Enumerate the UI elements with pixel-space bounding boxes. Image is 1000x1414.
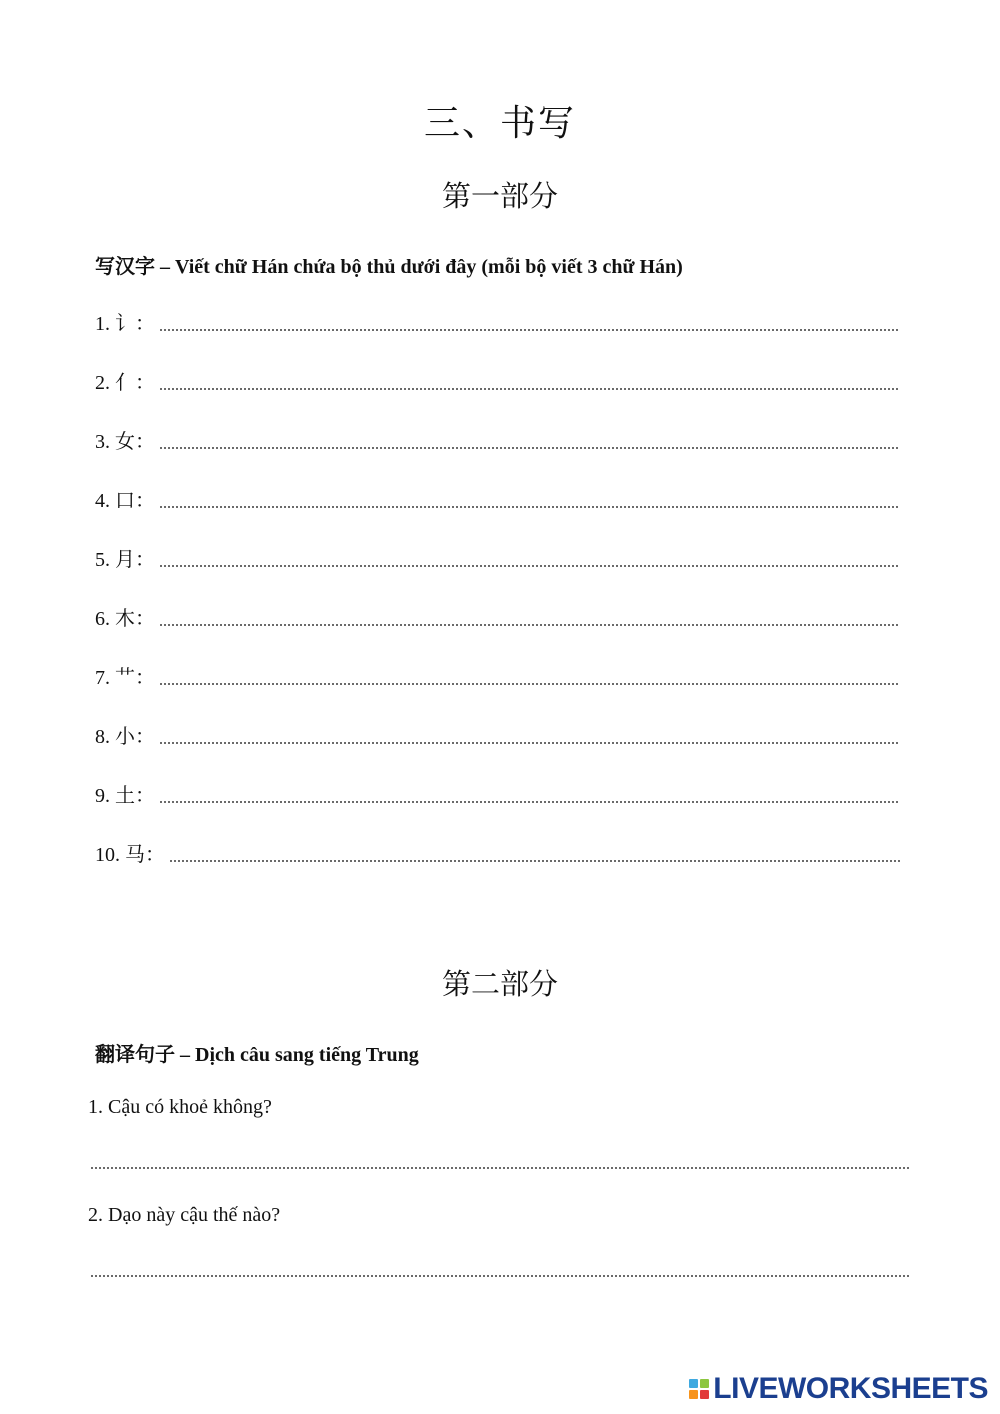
radical-label: 5. 月：	[95, 549, 155, 571]
part1-instruction: 写汉字 – Viết chữ Hán chứa bộ thủ dưới đây (mỗi bộ viết 3 chữ Hán)	[95, 256, 683, 278]
part2-title: 第二部分	[441, 969, 558, 1001]
radical-row-8	[95, 721, 900, 749]
radical-label: 3. 女：	[95, 431, 155, 453]
answer-blank[interactable]	[159, 801, 900, 803]
answer-blank[interactable]	[159, 388, 900, 390]
radical-row-4	[95, 485, 900, 513]
logo-square-icon	[700, 1390, 709, 1399]
translation-question-1: 1. Cậu có khoẻ không?	[88, 1096, 272, 1118]
radical-label: 7. 艹：	[95, 667, 155, 689]
radical-row-9	[95, 780, 900, 808]
logo-square-icon	[689, 1379, 698, 1388]
radical-label: 2. 亻：	[95, 372, 155, 394]
logo-square-icon	[700, 1379, 709, 1388]
answer-blank[interactable]	[159, 329, 900, 331]
translation-question-2: 2. Dạo này cậu thế nào?	[88, 1204, 281, 1226]
translation-answer-blank-1[interactable]	[90, 1167, 910, 1169]
page-title: 三、书写	[423, 103, 576, 143]
radical-row-6	[95, 603, 900, 631]
radical-label: 4. 口：	[95, 490, 155, 512]
radical-label: 8. 小：	[95, 726, 155, 748]
logo-mark-icon	[689, 1379, 709, 1399]
radical-label: 10. 马：	[95, 844, 165, 866]
liveworksheets-logo	[689, 1372, 988, 1406]
answer-blank[interactable]	[159, 565, 900, 567]
radical-row-1	[95, 308, 900, 336]
radical-label: 9. 土：	[95, 785, 155, 807]
radical-row-10	[95, 839, 900, 867]
radical-row-2	[95, 367, 900, 395]
logo-square-icon	[689, 1390, 698, 1399]
answer-blank[interactable]	[159, 624, 900, 626]
answer-blank[interactable]	[169, 860, 900, 862]
radical-label: 1. 讠：	[95, 313, 155, 335]
answer-blank[interactable]	[159, 447, 900, 449]
radical-row-7	[95, 662, 900, 690]
answer-blank[interactable]	[159, 506, 900, 508]
radical-label: 6. 木：	[95, 608, 155, 630]
answer-blank[interactable]	[159, 683, 900, 685]
logo-text: LIVEWORKSHEETS	[713, 1372, 988, 1405]
part2-instruction: 翻译句子 – Dịch câu sang tiếng Trung	[95, 1044, 419, 1066]
translation-answer-blank-2[interactable]	[90, 1275, 910, 1277]
radical-row-3	[95, 426, 900, 454]
answer-blank[interactable]	[159, 742, 900, 744]
radical-row-5	[95, 544, 900, 572]
part1-title: 第一部分	[441, 181, 558, 213]
